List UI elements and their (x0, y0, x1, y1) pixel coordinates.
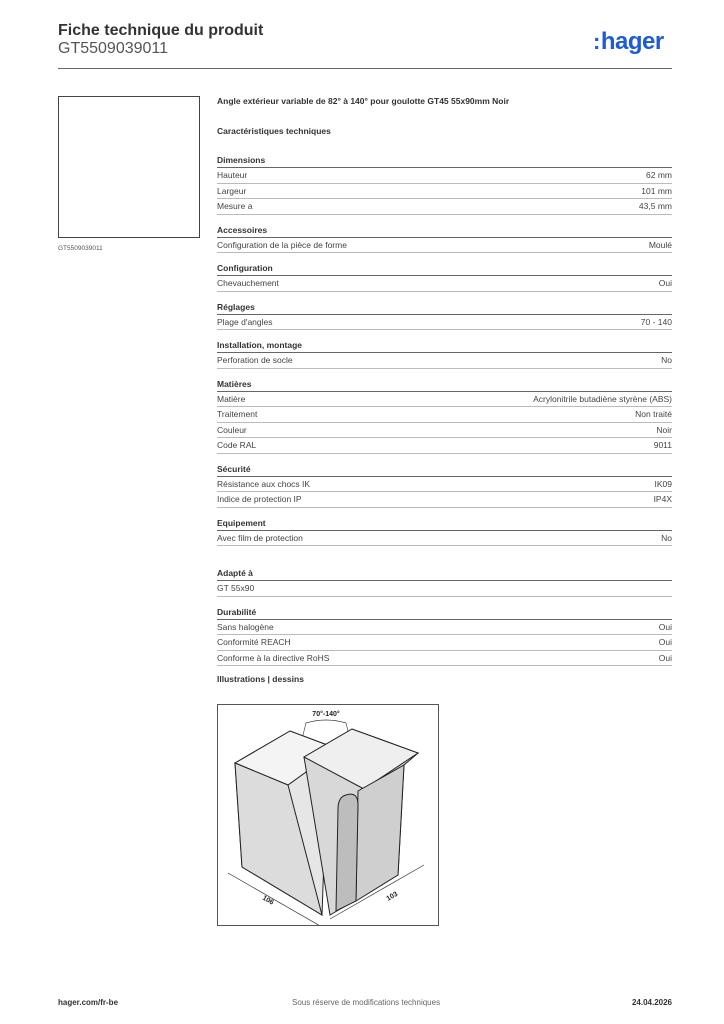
angle-arc (306, 720, 346, 723)
spec-label: GT 55x90 (217, 583, 255, 593)
dim-label-right: 103 (385, 890, 400, 903)
spec-value: Oui (658, 652, 672, 663)
spec-row (217, 438, 672, 454)
spec-label: Largeur (217, 185, 247, 196)
spec-label: Conformité REACH (217, 637, 291, 647)
section-title: Sécurité (217, 462, 672, 477)
spec-value: 70 - 140 (640, 316, 672, 327)
spec-column (217, 96, 672, 684)
spec-value: 101 mm (641, 185, 672, 196)
section-title: Adapté à (217, 566, 672, 581)
spec-label: Couleur (217, 424, 247, 435)
section-title: Durabilité (217, 605, 672, 620)
spec-label: Code RAL (217, 440, 257, 450)
spec-row (217, 184, 672, 200)
spec-row (217, 353, 672, 369)
logo-colon: : (593, 29, 600, 54)
spec-label: Indice de protection IP (217, 494, 302, 504)
section-title: Réglages (217, 300, 672, 315)
spec-value: Non traité (635, 409, 672, 419)
spec-label: Traitement (217, 409, 258, 419)
spec-section (217, 605, 672, 667)
technical-drawing (217, 704, 439, 926)
spec-value: Noir (656, 424, 672, 435)
spec-label: Matière (217, 393, 246, 404)
spec-row (217, 620, 672, 636)
section-title: Matières (217, 377, 672, 392)
product-reference: GT5509039011 (58, 40, 169, 57)
spec-value: Oui (658, 621, 672, 632)
dim-label-left: 106 (261, 894, 275, 907)
spec-sections (217, 153, 672, 666)
product-description: Angle extérieur variable de 82° à 140° pour goulotte GT45 55x90mm Noir (217, 96, 510, 106)
spec-row (217, 531, 672, 547)
footer-date: 24.04.2026 (631, 998, 672, 1007)
spec-section (217, 516, 672, 547)
spec-section (217, 377, 672, 454)
spec-value: Acrylonitrile butadiène styrène (ABS) (533, 393, 672, 404)
spec-label: Conforme à la directive RoHS (217, 652, 330, 663)
section-title: Accessoires (217, 223, 672, 238)
logo-text: hager (600, 28, 664, 55)
spec-label: Sans halogène (217, 621, 274, 632)
section-title: Dimensions (217, 153, 672, 168)
tech-characteristics-heading: Caractéristiques techniques (217, 126, 331, 136)
spec-row (217, 423, 672, 439)
section-title: Equipement (217, 516, 672, 531)
illustrations-heading: Illustrations | dessins (217, 674, 304, 684)
footer-website-link[interactable]: hager.com/fr-be (58, 998, 119, 1007)
spec-row (217, 651, 672, 667)
section-title: Configuration (217, 261, 672, 276)
spec-value: No (661, 355, 672, 365)
spec-section (217, 300, 672, 331)
spec-row (217, 276, 672, 292)
spec-row (217, 168, 672, 184)
spec-row (217, 492, 672, 508)
spec-label: Mesure a (217, 201, 253, 211)
section-title: Installation, montage (217, 338, 672, 353)
spec-row (217, 407, 672, 423)
spec-section (217, 153, 672, 215)
spec-section (217, 566, 672, 597)
spec-label: Perforation de socle (217, 355, 293, 365)
product-image-caption: GT5509039011 (58, 245, 103, 252)
spec-value: 62 mm (646, 170, 672, 180)
spec-value: No (661, 532, 672, 543)
spec-value: 43,5 mm (638, 201, 672, 211)
spec-row (217, 238, 672, 254)
spec-row (217, 392, 672, 408)
spec-label: Avec film de protection (217, 532, 303, 543)
spec-value: 9011 (653, 440, 672, 450)
spec-section (217, 261, 672, 292)
spec-value: Oui (658, 278, 672, 288)
spec-row (217, 315, 672, 331)
spec-row (217, 635, 672, 651)
corner-rounded-edge (336, 794, 358, 911)
footer-notice: Sous réserve de modifications techniques (292, 998, 441, 1007)
spec-value: IP4X (653, 494, 672, 504)
spec-row (217, 199, 672, 215)
spec-row (217, 477, 672, 493)
spec-label: Résistance aux chocs IK (217, 478, 311, 489)
angle-label: 70°-140° (312, 711, 340, 718)
product-image-placeholder (58, 96, 200, 238)
spec-label: Hauteur (217, 170, 248, 180)
spec-value: IK09 (654, 478, 672, 489)
spec-value: Moulé (648, 239, 672, 250)
header-divider (58, 68, 672, 69)
page-title: Fiche technique du produit (58, 22, 264, 39)
spec-section (217, 462, 672, 508)
spec-value: Oui (658, 637, 672, 647)
drawing-svg (218, 705, 438, 925)
hager-logo[interactable] (593, 28, 664, 56)
spec-label: Chevauchement (217, 278, 279, 288)
spec-label: Plage d'angles (217, 316, 273, 327)
spec-section (217, 338, 672, 369)
spec-label: Configuration de la pièce de forme (217, 239, 347, 250)
spec-section (217, 223, 672, 254)
spec-row (217, 581, 672, 597)
